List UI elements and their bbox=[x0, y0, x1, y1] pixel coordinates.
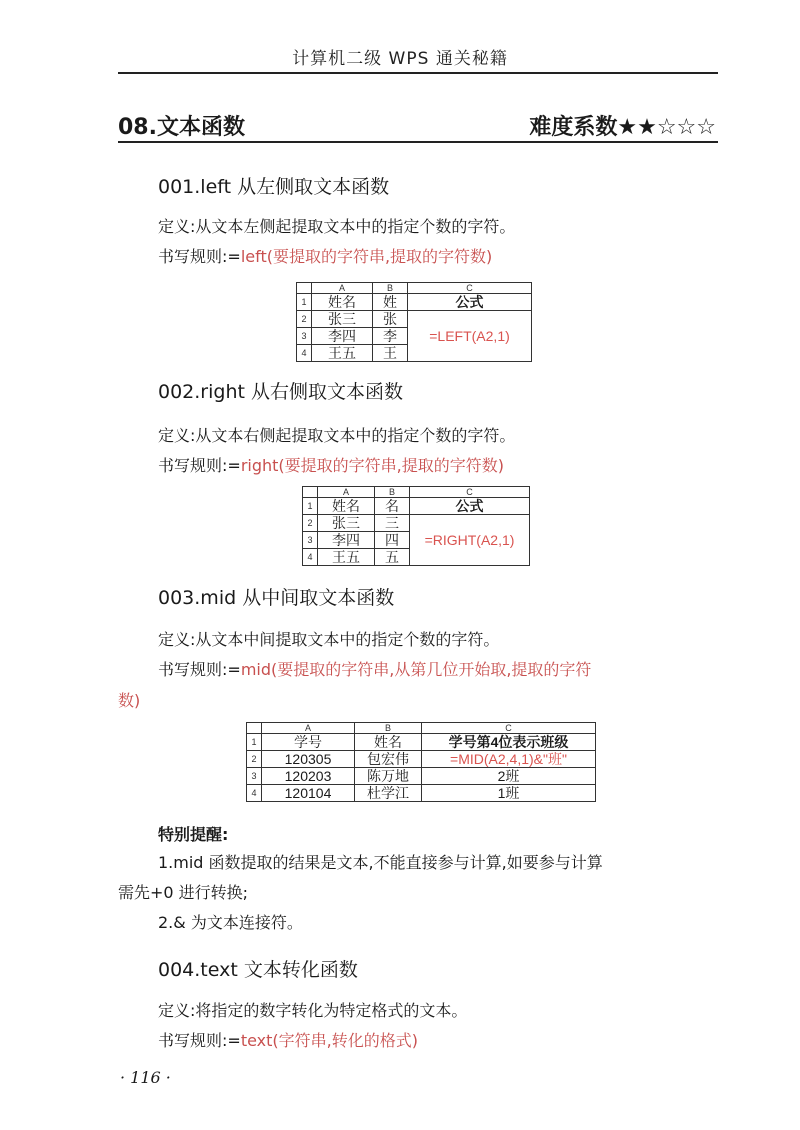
section-title-right: 002.right 从右侧取文本函数 bbox=[158, 381, 403, 403]
note-line-1: 1.mid 函数提取的结果是文本,不能直接参与计算,如要参与计算 bbox=[158, 853, 603, 872]
table-cell: 四 bbox=[375, 532, 410, 549]
formula-cell: =LEFT(A2,1) bbox=[408, 311, 532, 362]
syntax-prefix: 书写规则:= bbox=[158, 660, 241, 679]
table-cell: 李四 bbox=[312, 328, 373, 345]
table-cell: 公式 bbox=[410, 498, 530, 515]
table-cell: 陈万地 bbox=[355, 768, 422, 785]
note-line-2: 需先+0 进行转换; bbox=[118, 883, 249, 902]
col-header-c: C bbox=[410, 487, 530, 498]
header-rule bbox=[118, 72, 718, 74]
sheet-right-example bbox=[302, 486, 530, 566]
syntax-function: right(要提取的字符串,提取的字符数) bbox=[240, 456, 504, 475]
table-cell: 张三 bbox=[318, 515, 375, 532]
table-cell: 学号第4位表示班级 bbox=[422, 734, 596, 751]
table-cell: 姓 bbox=[373, 294, 408, 311]
table-cell: 学号 bbox=[262, 734, 355, 751]
row-number: 3 bbox=[297, 328, 312, 345]
row-number: 2 bbox=[303, 515, 318, 532]
table-cell: 姓名 bbox=[318, 498, 375, 515]
syntax-mid-continued: 数) bbox=[118, 691, 141, 710]
syntax-mid bbox=[158, 657, 591, 680]
sheet-left-example bbox=[296, 282, 532, 362]
corner-cell bbox=[247, 723, 262, 734]
row-number: 3 bbox=[247, 768, 262, 785]
table-cell: 三 bbox=[375, 515, 410, 532]
corner-cell bbox=[303, 487, 318, 498]
row-number: 4 bbox=[247, 785, 262, 802]
formula-cell: =RIGHT(A2,1) bbox=[410, 515, 530, 566]
table-cell: 五 bbox=[375, 549, 410, 566]
row-number: 3 bbox=[303, 532, 318, 549]
definition-mid: 定义:从文本中间提取文本中的指定个数的字符。 bbox=[158, 630, 500, 649]
definition-text: 定义:将指定的数字转化为特定格式的文本。 bbox=[158, 1001, 468, 1020]
col-header-a: A bbox=[262, 723, 355, 734]
section-title-text: 004.text 文本转化函数 bbox=[158, 959, 358, 981]
row-number: 4 bbox=[297, 345, 312, 362]
col-header-b: B bbox=[355, 723, 422, 734]
table-cell: 公式 bbox=[408, 294, 532, 311]
chapter-rule bbox=[118, 141, 718, 143]
table-cell: 名 bbox=[375, 498, 410, 515]
sheet-mid-example bbox=[246, 722, 596, 802]
col-header-b: B bbox=[375, 487, 410, 498]
syntax-function: left(要提取的字符串,提取的字符数) bbox=[240, 247, 493, 266]
running-header: 计算机二级 WPS 通关秘籍 bbox=[292, 49, 508, 69]
col-header-a: A bbox=[318, 487, 375, 498]
definition-right: 定义:从文本右侧起提取文本中的指定个数的字符。 bbox=[158, 426, 516, 445]
row-number: 2 bbox=[247, 751, 262, 768]
table-cell: 王 bbox=[373, 345, 408, 362]
table-cell: 李四 bbox=[318, 532, 375, 549]
syntax-prefix: 书写规则:= bbox=[158, 247, 241, 266]
corner-cell bbox=[297, 283, 312, 294]
syntax-text bbox=[158, 1028, 418, 1051]
table-cell: 杜学江 bbox=[355, 785, 422, 802]
syntax-prefix: 书写规则:= bbox=[158, 1031, 241, 1050]
table-cell: 姓名 bbox=[312, 294, 373, 311]
row-number: 1 bbox=[297, 294, 312, 311]
table-cell: 1班 bbox=[422, 785, 596, 802]
row-number: 1 bbox=[303, 498, 318, 515]
note-line-3: 2.& 为文本连接符。 bbox=[158, 913, 303, 932]
row-number: 4 bbox=[303, 549, 318, 566]
syntax-left bbox=[158, 244, 492, 267]
table-cell: 李 bbox=[373, 328, 408, 345]
col-header-c: C bbox=[422, 723, 596, 734]
table-cell: 张 bbox=[373, 311, 408, 328]
table-cell: 姓名 bbox=[355, 734, 422, 751]
table-cell: 包宏伟 bbox=[355, 751, 422, 768]
table-cell: 120203 bbox=[262, 768, 355, 785]
syntax-prefix: 书写规则:= bbox=[158, 456, 241, 475]
row-number: 1 bbox=[247, 734, 262, 751]
table-cell: 王五 bbox=[318, 549, 375, 566]
syntax-right bbox=[158, 453, 504, 476]
syntax-function: text(字符串,转化的格式) bbox=[240, 1031, 418, 1050]
table-cell: 张三 bbox=[312, 311, 373, 328]
col-header-b: B bbox=[373, 283, 408, 294]
table-cell: 2班 bbox=[422, 768, 596, 785]
table-cell: 王五 bbox=[312, 345, 373, 362]
syntax-function: mid(要提取的字符串,从第几位开始取,提取的字符 bbox=[240, 660, 592, 679]
table-cell: 120104 bbox=[262, 785, 355, 802]
definition-left: 定义:从文本左侧起提取文本中的指定个数的字符。 bbox=[158, 217, 516, 236]
note-title: 特别提醒: bbox=[158, 825, 229, 844]
col-header-a: A bbox=[312, 283, 373, 294]
page-number: · 116 · bbox=[120, 1068, 171, 1087]
col-header-c: C bbox=[408, 283, 532, 294]
section-title-mid: 003.mid 从中间取文本函数 bbox=[158, 587, 395, 609]
chapter-title: 08.文本函数 bbox=[118, 115, 245, 140]
row-number: 2 bbox=[297, 311, 312, 328]
formula-cell: =MID(A2,4,1)&"班" bbox=[422, 751, 596, 768]
table-cell: 120305 bbox=[262, 751, 355, 768]
difficulty-rating: 难度系数★★☆☆☆ bbox=[529, 115, 716, 140]
section-title-left: 001.left 从左侧取文本函数 bbox=[158, 176, 390, 198]
